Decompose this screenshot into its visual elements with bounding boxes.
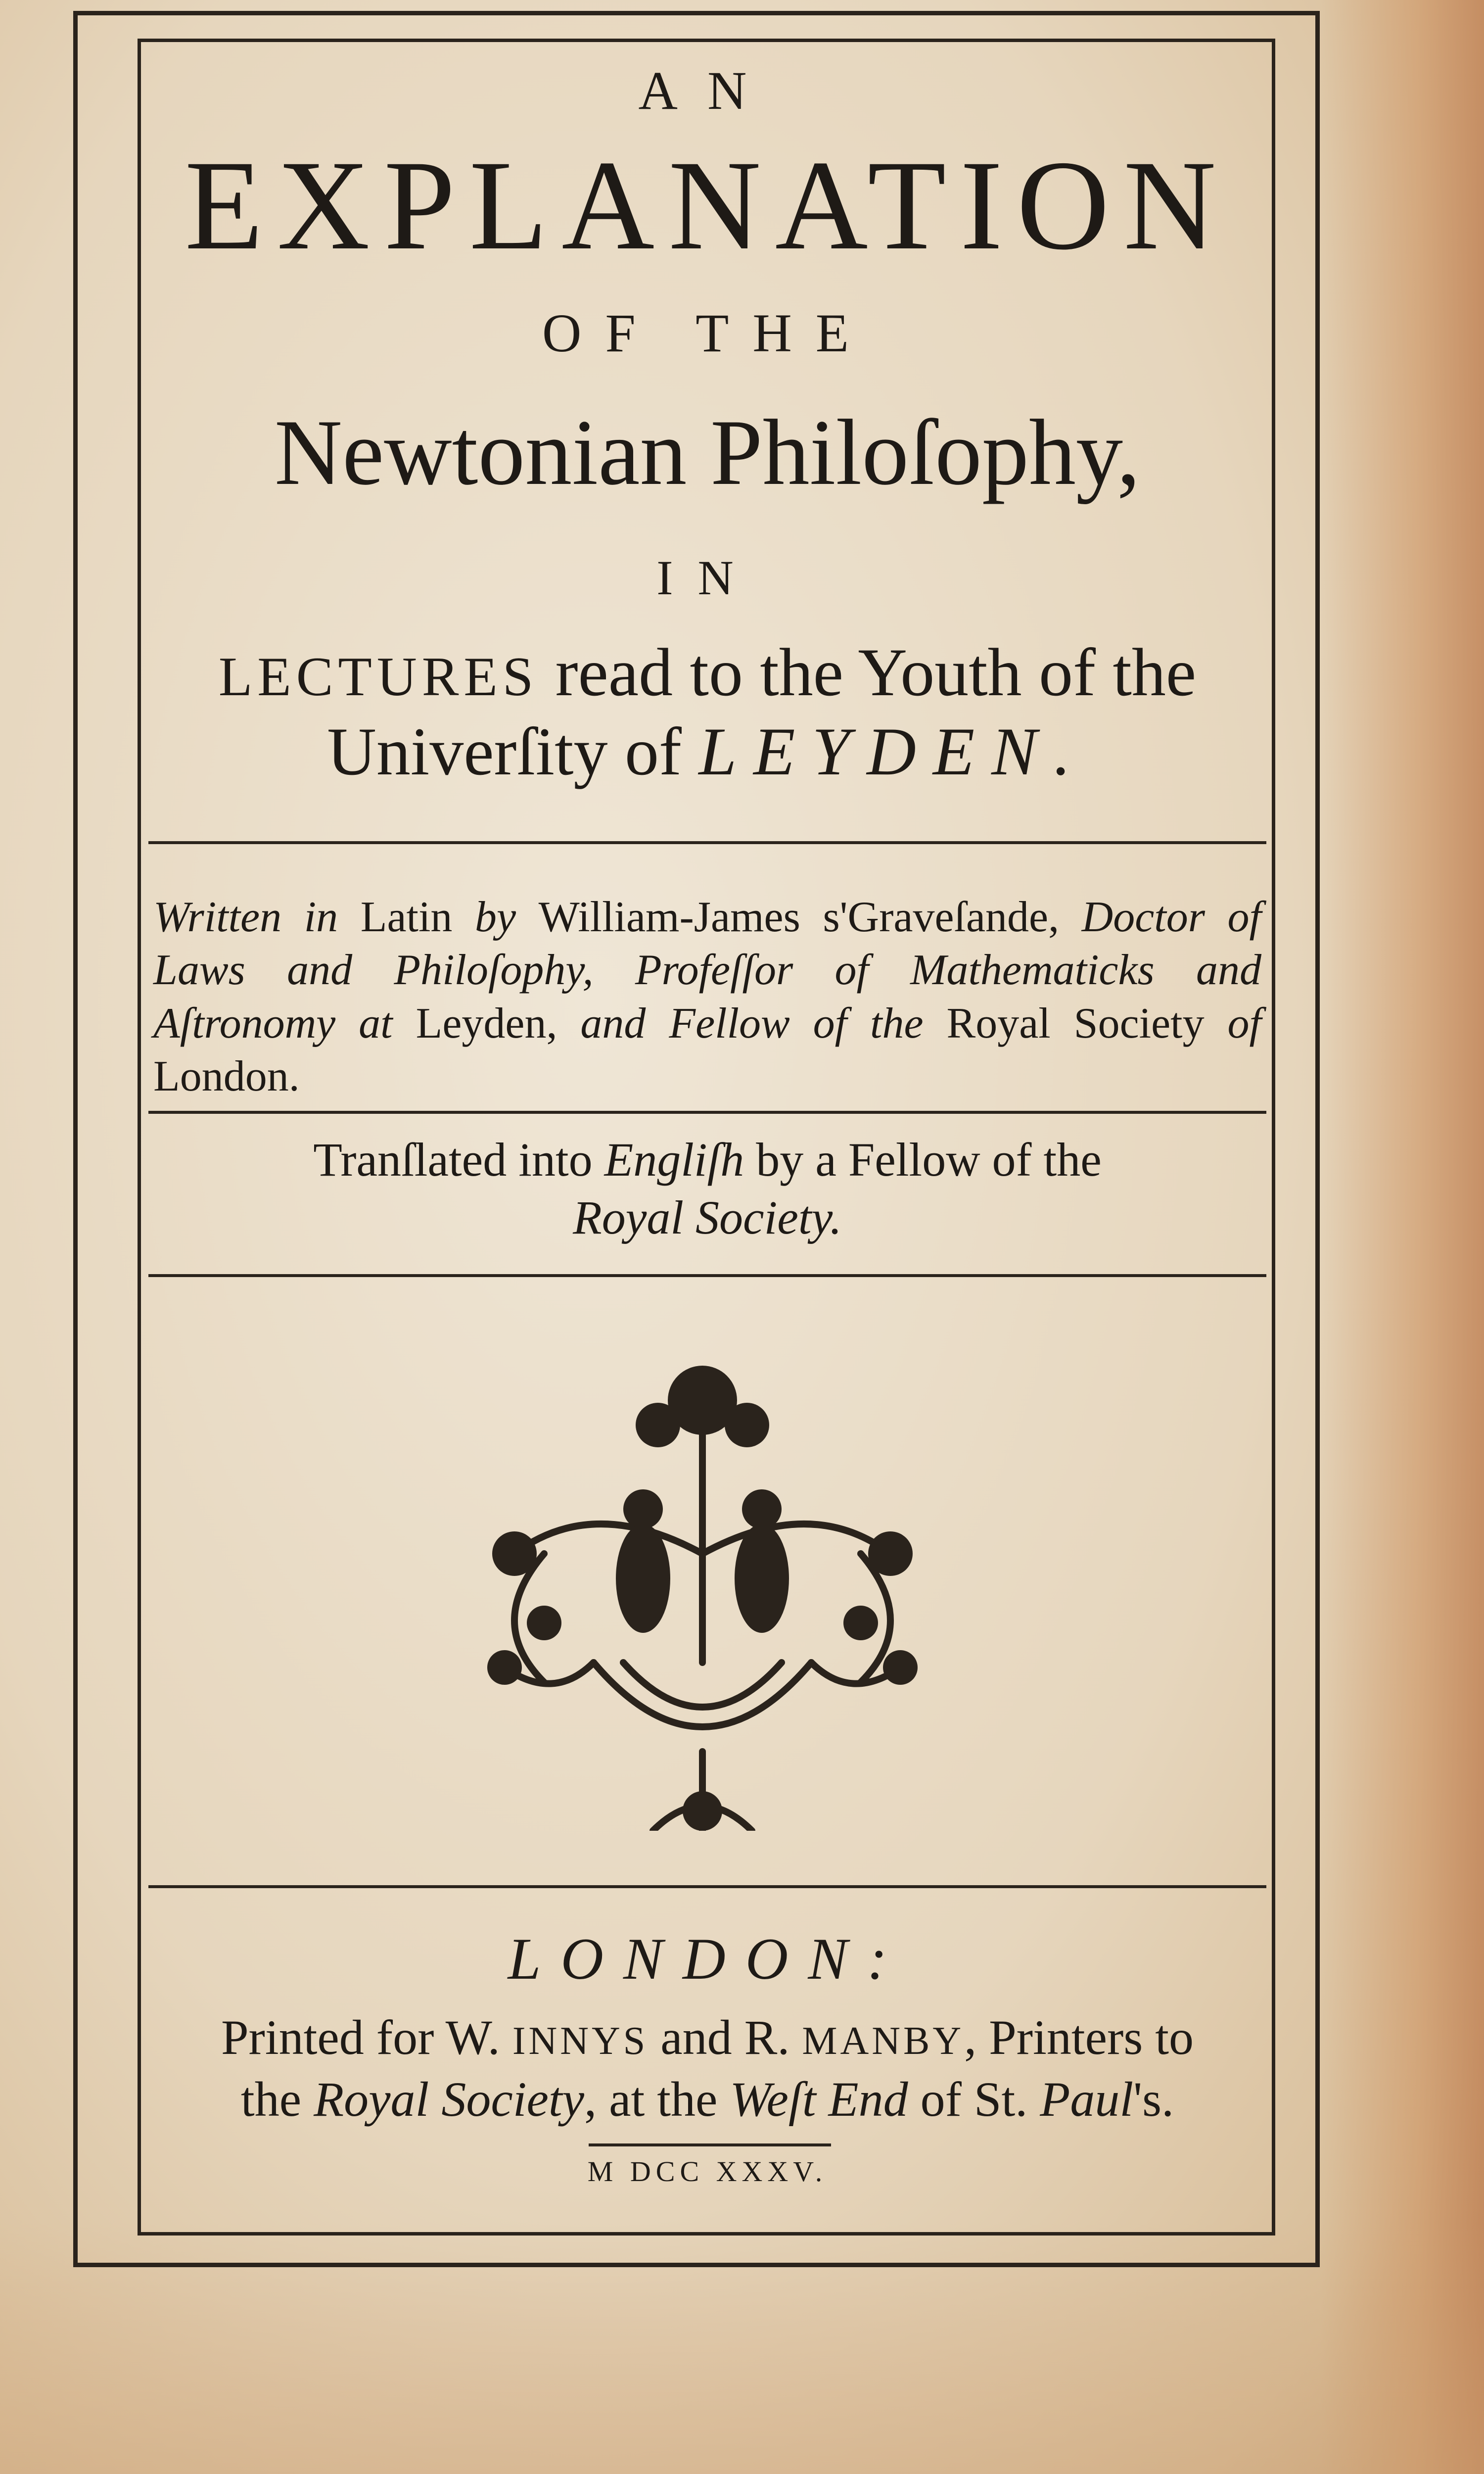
title-in: IN bbox=[656, 550, 758, 605]
paper-stain-right bbox=[1321, 0, 1484, 2474]
imprint-city: LONDON: bbox=[508, 1926, 907, 1992]
imprint-text: , Printers to bbox=[964, 2010, 1194, 2065]
title-lectures-line bbox=[143, 634, 1271, 710]
imprint-text: of St. bbox=[908, 2072, 1040, 2127]
author-text: Leyden, bbox=[416, 999, 581, 1047]
imprint-text: Paul bbox=[1040, 2072, 1134, 2127]
imprint-date: M DCC XXXV. bbox=[587, 2155, 828, 2188]
rule-3 bbox=[148, 1274, 1266, 1277]
imprint-text: the bbox=[240, 2072, 314, 2127]
imprint-text: 's. bbox=[1133, 2072, 1174, 2127]
title-newtonian-philosophy: Newtonian Philoſophy, bbox=[274, 401, 1141, 505]
imprint-text: Printed for W. bbox=[221, 2010, 512, 2065]
title-explanation: EXPLANATION bbox=[185, 134, 1230, 277]
title-an: AN bbox=[638, 60, 777, 121]
author-statement bbox=[153, 891, 1261, 1103]
translator-text: Royal Society. bbox=[573, 1191, 842, 1244]
author-text: Royal Society bbox=[946, 999, 1228, 1047]
imprint-text: and R. bbox=[648, 2010, 802, 2065]
author-text: by bbox=[475, 893, 539, 941]
title-of-the: OF THE bbox=[542, 303, 873, 363]
printer-name: INNYS bbox=[512, 2019, 649, 2063]
imprint-printer-line-2 bbox=[143, 2071, 1271, 2128]
rule-2 bbox=[148, 1111, 1266, 1114]
university-name: LEYDEN. bbox=[698, 714, 1088, 789]
rule-1 bbox=[148, 841, 1266, 844]
author-text: Written in bbox=[153, 893, 361, 941]
author-text: Latin bbox=[360, 893, 475, 941]
author-text: of bbox=[1227, 999, 1261, 1047]
author-name: William-James s'Graveſande, bbox=[538, 893, 1082, 941]
imprint-text: Weſt End bbox=[730, 2072, 908, 2127]
imprint-text: Royal Society bbox=[314, 2072, 585, 2127]
imprint-text: , at the bbox=[584, 2072, 730, 2127]
translator-statement bbox=[153, 1131, 1261, 1246]
university-text: Univerſity of bbox=[327, 714, 699, 789]
translator-text: by a Fellow of the bbox=[744, 1133, 1102, 1186]
lectures-rest: read to the Youth of the bbox=[538, 634, 1197, 710]
rule-4 bbox=[148, 1885, 1266, 1888]
lectures-smallcaps: LECTURES bbox=[218, 646, 539, 708]
author-credentials: Doctor of Laws and Philoſophy, Profeſſor of Mathematicks and Aſtronomy at bbox=[153, 893, 1261, 1047]
author-text: London. bbox=[153, 1052, 300, 1101]
translator-text: Tranſlated into bbox=[313, 1133, 604, 1186]
printer-name: MANBY bbox=[802, 2019, 965, 2063]
title-university-line bbox=[143, 714, 1271, 789]
floral-vase-ornament-icon bbox=[445, 1346, 960, 1831]
translator-text: Engliſh bbox=[604, 1133, 744, 1186]
date-rule bbox=[589, 2143, 831, 2146]
author-text: and Fellow of the bbox=[580, 999, 947, 1047]
imprint-printer-line-1 bbox=[143, 2009, 1271, 2066]
